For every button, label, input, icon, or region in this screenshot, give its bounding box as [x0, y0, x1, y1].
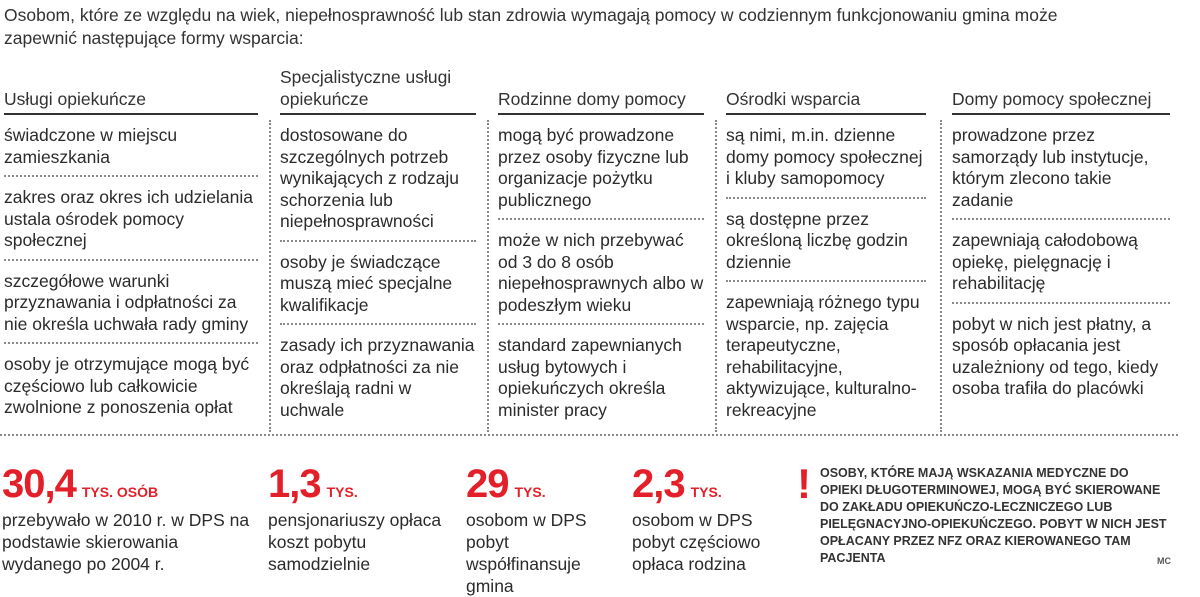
column-specjalistyczne-uslugi — [280, 62, 476, 434]
column-header: Usługi opiekuńcze — [4, 89, 147, 109]
stat-description: osobom w DPS pobyt częściowo opłaca rodzina — [632, 510, 761, 574]
header-rule — [498, 113, 704, 115]
list-item: osoby je świadczące muszą mieć specjalne kwalifikacje — [280, 248, 476, 326]
list-item: prowadzone przez samorządy lub instytucje, którym zlecono takie zadanie — [952, 121, 1170, 220]
author-initials: MC — [1157, 556, 1171, 566]
stat-unit: TYS. — [690, 484, 722, 500]
list-item: świadczone w miejscu zamieszkania — [4, 121, 258, 177]
stat-value: 2,3 — [632, 462, 685, 506]
column-header: Specjalistyczne usługi opiekuńcze — [280, 67, 452, 109]
header-rule — [4, 113, 258, 115]
stat-value: 30,4 — [2, 462, 76, 506]
stat-block — [2, 462, 252, 575]
list-item: dostosowane do szczególnych potrzeb wynikających z rodzaju schorzenia lub niepełnosprawności — [280, 121, 476, 242]
column-rodzinne-domy-pomocy — [498, 62, 704, 434]
stat-block — [632, 462, 782, 575]
header-rule — [280, 113, 476, 115]
stat-description: przebywało w 2010 r. w DPS na podstawie skierowania wydanego po 2004 r. — [2, 510, 250, 574]
column-header: Domy pomocy społecznej — [952, 89, 1152, 109]
stat-description: osobom w DPS pobyt współfinansuje gmina — [466, 510, 587, 596]
column-uslugi-opiekuncze — [4, 62, 258, 432]
list-item: są nimi, m.in. dzienne domy pomocy społecznej i kluby samopomocy — [726, 121, 926, 199]
list-item: szczegółowe warunki przyznawania i odpłatności za nie określa uchwała rady gminy — [4, 267, 258, 345]
intro-text: Osobom, które ze względu na wiek, niepełnosprawność lub stan zdrowia wymagają pomocy w codziennym funkcjonowaniu gmina może zapewnić następujące formy wsparcia: — [4, 5, 1058, 48]
stat-unit: TYS. — [326, 484, 358, 500]
medical-note: OSOBY, KTÓRE MAJĄ WSKAZANIA MEDYCZNE DO OPIEKI DŁUGOTERMINOWEJ, MOGĄ BYĆ SKIEROWANE DO ZAKŁADU OPIEKUŃCZO-LECZNICZEGO LUB PIELĘGNACYJNO-OPIEKUŃCZEGO. POBYT W NICH JEST OPŁACANY PRZEZ NFZ ORAZ KIEROWANEGO TAM PACJENTA — [820, 466, 1167, 565]
column-divider — [487, 120, 489, 432]
stat-unit: TYS. — [514, 484, 546, 500]
column-domy-pomocy-spolecznej — [952, 62, 1170, 413]
header-rule — [726, 113, 926, 115]
column-osrodki-wsparcia — [726, 62, 926, 434]
list-item: standard zapewnianych usług bytowych i opiekuńczych określa minister pracy — [498, 335, 682, 420]
list-item: zapewniają całodobową opiekę, pielęgnację i rehabilitację — [952, 226, 1170, 304]
list-item: pobyt w nich jest płatny, a sposób opłacania jest uzależniony od tego, kiedy osoba trafiła do placówki — [952, 313, 1159, 398]
list-item: są dostępne przez określoną liczbę godzin dziennie — [726, 205, 926, 283]
list-item: zakres oraz okres ich udzielania ustala ośrodek pomocy społecznej — [4, 183, 258, 261]
column-divider — [715, 120, 717, 432]
stat-unit: TYS. OSÓB — [81, 484, 159, 500]
column-header: Rodzinne domy pomocy — [498, 89, 686, 109]
column-divider — [269, 120, 271, 432]
stat-block — [466, 462, 616, 597]
list-item: zasady ich przyznawania oraz odpłatności za nie określają radni w uchwale — [280, 335, 475, 420]
stat-value: 1,3 — [268, 462, 321, 506]
column-divider — [940, 120, 942, 432]
column-header: Ośrodki wsparcia — [726, 89, 861, 109]
stat-description: pensjonariuszy opłaca koszt pobytu samodzielnie — [268, 510, 442, 574]
list-item: może w nich przebywać od 3 do 8 osób niepełnosprawnych albo w podeszłym wieku — [498, 226, 704, 325]
exclamation-icon: ! — [797, 460, 811, 507]
list-item: mogą być prowadzone przez osoby fizyczne lub organizacje pożytku publicznego — [498, 121, 704, 220]
stat-value: 29 — [466, 462, 509, 506]
list-item: zapewniają różnego typu wsparcie, np. zajęcia terapeutyczne, rehabilitacyjne, aktywizujące, kulturalno-rekreacyjne — [726, 292, 920, 420]
section-divider — [0, 434, 1178, 436]
stat-block — [268, 462, 448, 575]
list-item: osoby je otrzymujące mogą być częściowo lub całkowicie zwolnione z ponoszenia opłat — [4, 354, 250, 417]
header-rule — [952, 113, 1170, 115]
